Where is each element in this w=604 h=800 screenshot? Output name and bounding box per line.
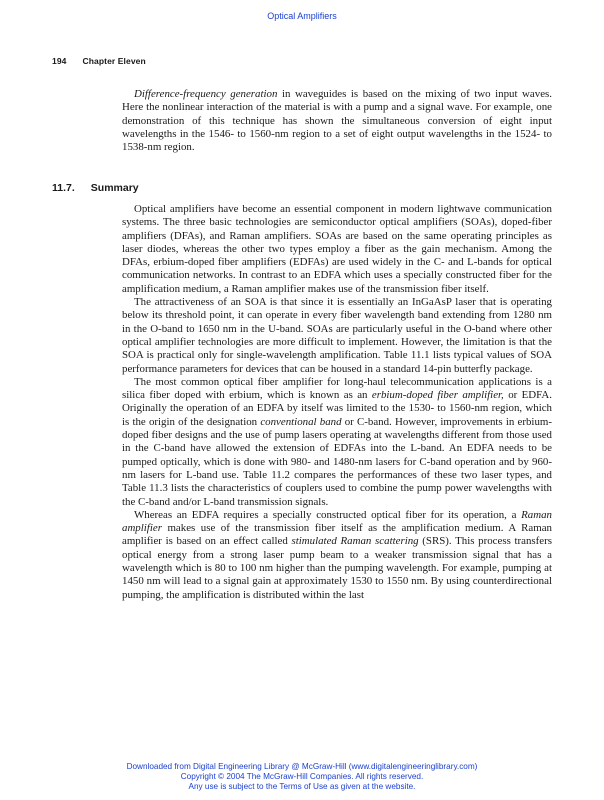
chapter-title: Chapter Eleven bbox=[82, 56, 146, 66]
term-raman-amplifier: Raman amplifier bbox=[122, 508, 552, 535]
section-heading bbox=[52, 182, 139, 194]
running-head bbox=[52, 56, 146, 66]
paragraph-3-part-a: The most common optical fiber amplifier for long-haul telecommunication applications is a silica fiber doped with erbium, which is known as an bbox=[122, 375, 552, 402]
term-difference-frequency-generation: Difference-frequency generation bbox=[134, 88, 278, 100]
intro-paragraph-text: in waveguides is based on the mixing of two input waves. Here the nonlinear interaction of the material is with a pump and a signal wave. For example, one demonstration of this technique has shown the simultaneous conversion of eight input wavelengths in the 1546- to 1560-nm region to a set of eight output wavelengths in the 1524- to 1538-nm region. bbox=[122, 88, 552, 154]
term-stimulated-raman-scattering: stimulated Raman scattering bbox=[291, 535, 419, 548]
paragraph-4-part-a: Whereas an EDFA requires a specially constructed optical fiber for its operation, a bbox=[134, 508, 522, 521]
section-number: 11.7. bbox=[52, 182, 75, 194]
term-conventional-band: conventional band bbox=[260, 415, 342, 428]
summary-block bbox=[122, 203, 552, 602]
book-title-header[interactable]: Optical Amplifiers bbox=[267, 11, 337, 21]
paragraph-3-part-b: or EDFA. Originally the operation of an EDFA by itself was limited to the 1530- to 1560-nm region, which is the origin of the designation bbox=[122, 389, 553, 428]
intro-block bbox=[122, 88, 552, 154]
paragraph-4-part-b: makes use of the transmission fiber itself as the amplification medium. A Raman amplifier is based on an effect called bbox=[122, 522, 552, 548]
footer-download-link[interactable]: Downloaded from Digital Engineering Library @ McGraw-Hill (www.digitalengineeringlibrary.com) bbox=[126, 762, 478, 771]
paragraph-4 bbox=[122, 509, 552, 602]
intro-paragraph bbox=[122, 88, 552, 154]
paragraph-4-part-c: (SRS). This process transfers optical energy from a strong laser pump beam to a weaker transmission signal that has a wavelength which is 80 to 100 nm higher than the pumping wavelength. For example, pumping at 1450 nm will lead to a signal gain at approximately 1530 to 1550 nm. By using counterdirectional pumping, the amplification is distributed within the last bbox=[122, 535, 552, 601]
paragraph-2: The attractiveness of an SOA is that since it is essentially an InGaAsP laser that is operating below its threshold point, it can operate in every fiber wavelength band extending from 1280 nm in the O-band to 1650 nm in the U-band. SOAs are particularly useful in the O-band where other optical amplifier technologies are more difficult to implement. However, the limitation is that the SOA is practical only for single-wavelength amplification. Table 11.1 lists typical values of SOA performance parameters for devices that can be housed in a standard 14-pin butterfly package. bbox=[122, 296, 552, 375]
section-title: Summary bbox=[90, 182, 139, 194]
paragraph-3 bbox=[122, 376, 552, 509]
footer-copyright: Copyright © 2004 The McGraw-Hill Companies. All rights reserved. bbox=[180, 772, 424, 781]
footer-terms-link[interactable]: Any use is subject to the Terms of Use as given at the website. bbox=[188, 782, 416, 791]
term-erbium-doped-fiber-amplifier: erbium-doped fiber amplifier, bbox=[371, 389, 504, 402]
paragraph-1: Optical amplifiers have become an essential component in modern lightwave communication systems. The three basic technologies are semiconductor optical amplifiers (SOAs), doped-fiber amplifiers (DFAs), and Raman amplifiers. SOAs are based on the same operating principles as laser diodes, whereas the other two types employ a fiber as the gain mechanism. Among the DFAs, erbium-doped fiber amplifiers (EDFAs) are used widely in the C- and L-bands for optical communication networks. In contrast to an EDFA which uses a specially constructed fiber for the amplification medium, a Raman amplifier makes use of the transmission fiber itself. bbox=[122, 203, 552, 295]
page-number: 194 bbox=[52, 56, 67, 66]
footer bbox=[0, 762, 604, 792]
paragraph-3-part-c: or C-band. However, improvements in erbium-doped fiber designs and the use of pump lasers operating at wavelengths different from those used in the C-band have allowed the extension of EDFAs into the L-band. An EDFA needs to be pumped optically, which is done with 980- and 1480-nm lasers for C-band operation and by 960-nm lasers for L-band use. Table 11.2 compares the performances of these two laser types, and Table 11.3 lists the characteristics of couplers used to combine the pump power wavelengths with the C-band and/or L-band transmission signals. bbox=[122, 415, 552, 508]
